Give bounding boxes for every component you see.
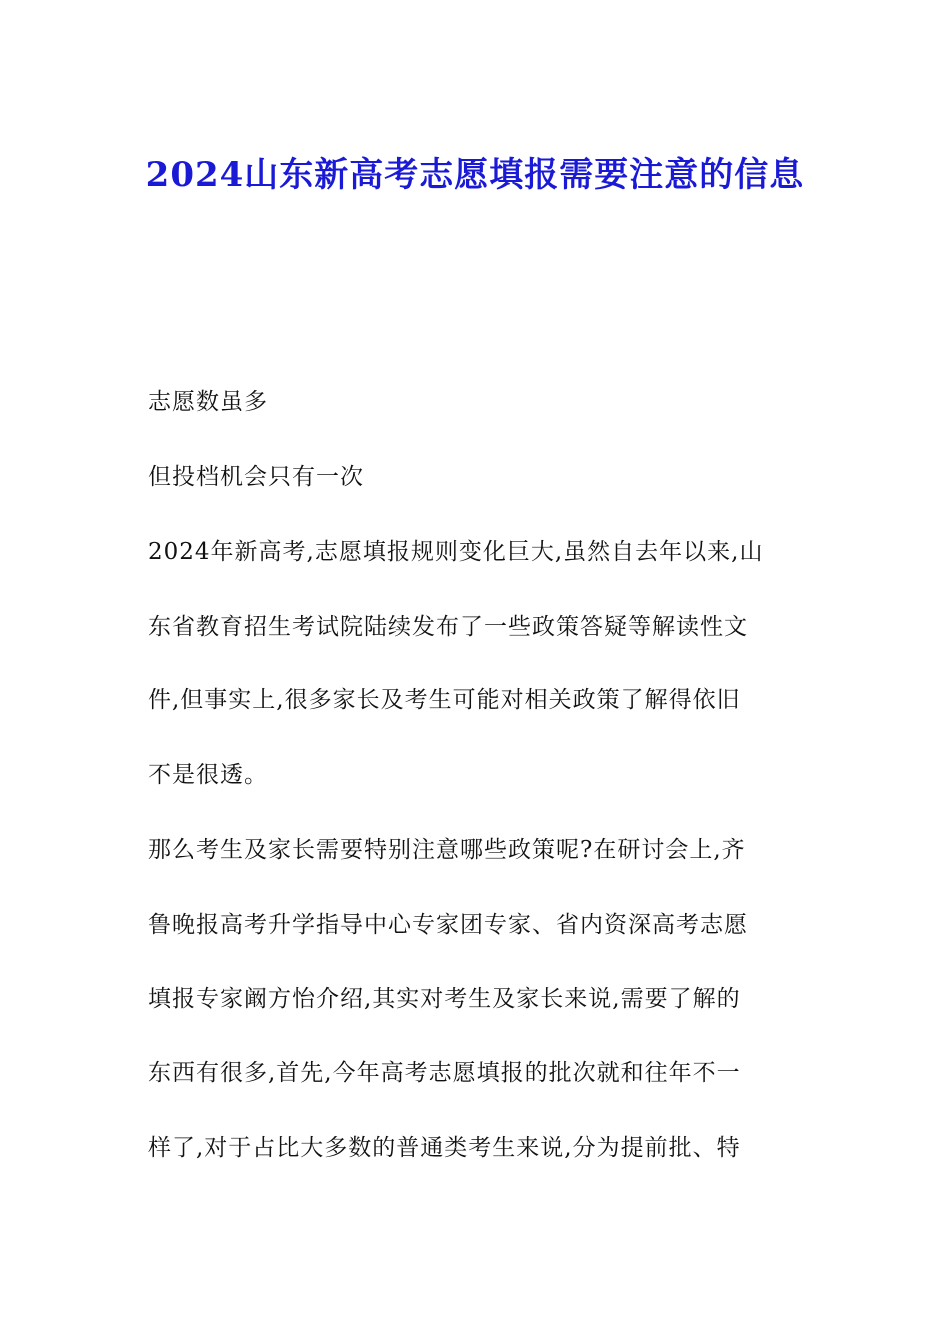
paragraph-line: 那么考生及家长需要特别注意哪些政策呢?在研讨会上,齐 bbox=[148, 837, 746, 863]
paragraph-line: 样了,对于占比大多数的普通类考生来说,分为提前批、特 bbox=[148, 1135, 741, 1161]
paragraph-line: 填报专家阚方怡介绍,其实对考生及家长来说,需要了解的 bbox=[148, 986, 741, 1012]
paragraph-line: 东西有很多,首先,今年高考志愿填报的批次就和往年不一 bbox=[148, 1060, 741, 1086]
paragraph-line: 不是很透。 bbox=[148, 762, 268, 788]
paragraph-line: 但投档机会只有一次 bbox=[148, 464, 364, 490]
paragraph-line: 志愿数虽多 bbox=[148, 389, 268, 415]
document-title: 2024山东新高考志愿填报需要注意的信息 bbox=[145, 155, 805, 195]
paragraph-line: 2024年新高考,志愿填报规则变化巨大,虽然自去年以来,山 bbox=[148, 539, 764, 565]
paragraph-line: 东省教育招生考试院陆续发布了一些政策答疑等解读性文 bbox=[148, 614, 748, 640]
paragraph-line: 件,但事实上,很多家长及考生可能对相关政策了解得依旧 bbox=[148, 687, 741, 713]
paragraph-line: 鲁晚报高考升学指导中心专家团专家、省内资深高考志愿 bbox=[148, 912, 748, 938]
